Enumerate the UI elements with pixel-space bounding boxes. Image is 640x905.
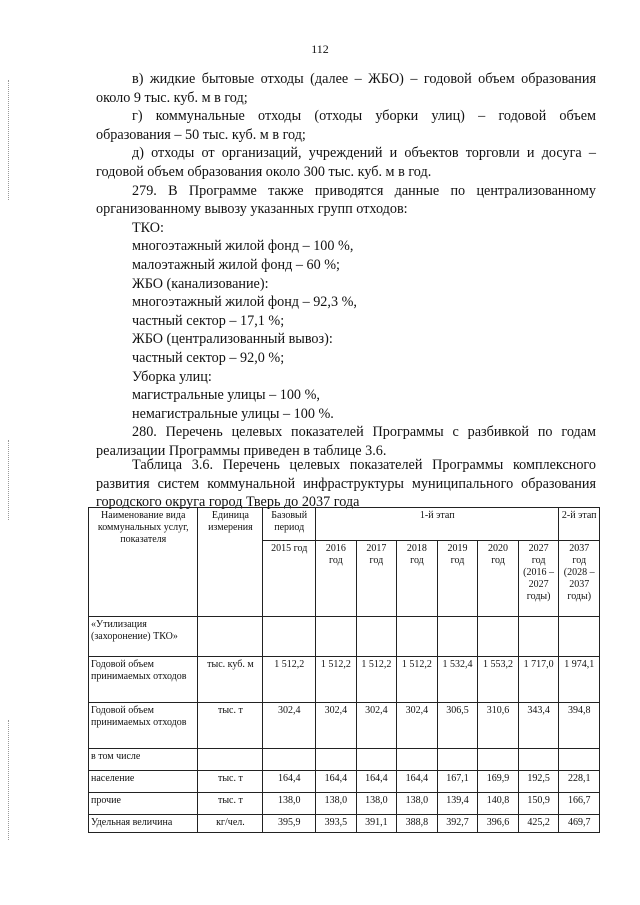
section-title: «Утилизация (захоронение) ТКО»	[89, 617, 198, 657]
value-cell: 343,4	[518, 703, 559, 749]
value-cell: 138,0	[356, 793, 397, 815]
value-cell: 1 512,2	[263, 657, 316, 703]
value-cell: 391,1	[356, 815, 397, 833]
value-cell: 393,5	[316, 815, 357, 833]
value-cell: 140,8	[478, 793, 519, 815]
table-row	[89, 657, 600, 703]
row-unit: тыс. т	[198, 771, 263, 793]
value-cell: 425,2	[518, 815, 559, 833]
value-cell: 138,0	[316, 793, 357, 815]
value-cell: 388,8	[397, 815, 438, 833]
value-cell: 302,4	[356, 703, 397, 749]
header-unit: Единица измерения	[198, 508, 263, 617]
targets-table	[88, 507, 600, 833]
table-row	[89, 749, 600, 771]
value-cell: 139,4	[437, 793, 478, 815]
value-cell: 164,4	[316, 771, 357, 793]
year-cell: 2015 год	[263, 541, 316, 617]
year-cell: 2027 год (2016 – 2027 годы)	[518, 541, 559, 617]
value-cell: 310,6	[478, 703, 519, 749]
paragraph-v: в) жидкие бытовые отходы (далее – ЖБО) – годовой объем образования около 9 тыс. куб. м в год;	[96, 71, 596, 106]
page-number: 112	[311, 42, 329, 56]
row-unit: тыс. куб. м	[198, 657, 263, 703]
value-cell: 166,7	[559, 793, 600, 815]
value-cell: 395,9	[263, 815, 316, 833]
list-item: немагистральные улицы – 100 %.	[132, 405, 334, 422]
list-item: магистральные улицы – 100 %,	[132, 387, 320, 404]
value-cell: 394,8	[559, 703, 600, 749]
paragraph-279: 279. В Программе также приводятся данные по централизованному организованному вывозу указанных групп отходов:	[96, 182, 596, 218]
list-item: малоэтажный жилой фонд – 60 %;	[132, 256, 340, 273]
value-cell: 164,4	[356, 771, 397, 793]
table-row	[89, 703, 600, 749]
value-cell: 1 512,2	[397, 657, 438, 703]
header-stage-2: 2-й этап	[559, 508, 600, 541]
row-name: Годовой объем принимаемых отходов	[89, 703, 198, 749]
body-text	[96, 70, 596, 460]
value-cell: 1 553,2	[478, 657, 519, 703]
value-cell: 138,0	[263, 793, 316, 815]
row-unit: тыс. т	[198, 793, 263, 815]
header-base: Базовый период	[263, 508, 316, 541]
list-item: частный сектор – 92,0 %;	[132, 349, 285, 366]
list-item: многоэтажный жилой фонд – 92,3 %,	[132, 294, 357, 311]
value-cell: 1 532,4	[437, 657, 478, 703]
year-cell: 2037 год (2028 – 2037 годы)	[559, 541, 600, 617]
table-row	[89, 771, 600, 793]
value-cell: 1 512,2	[356, 657, 397, 703]
value-cell: 192,5	[518, 771, 559, 793]
collection-list	[96, 219, 596, 424]
year-cell: 2019 год	[437, 541, 478, 617]
year-cell: 2018 год	[397, 541, 438, 617]
table-caption-text: Таблица 3.6. Перечень целевых показателей Программы комплексного развития систем коммунальной инфраструктуры муниципального образования городского округа город Тверь до 2037 года	[96, 457, 596, 511]
year-cell: 2017 год	[356, 541, 397, 617]
row-unit: кг/чел.	[198, 815, 263, 833]
row-unit: тыс. т	[198, 703, 263, 749]
header-name: Наименование вида коммунальных услуг, показателя	[89, 508, 198, 617]
row-name: население	[89, 771, 198, 793]
value-cell: 164,4	[397, 771, 438, 793]
value-cell: 164,4	[263, 771, 316, 793]
value-cell: 302,4	[263, 703, 316, 749]
row-name: в том числе	[89, 749, 198, 771]
row-name: прочие	[89, 793, 198, 815]
value-cell: 169,9	[478, 771, 519, 793]
table-caption	[96, 456, 596, 512]
value-cell: 302,4	[397, 703, 438, 749]
value-cell: 392,7	[437, 815, 478, 833]
paragraph-280: 280. Перечень целевых показателей Программы с разбивкой по годам реализации Программы приведен в таблице 3.6.	[96, 424, 596, 459]
list-item: многоэтажный жилой фонд – 100 %,	[132, 238, 354, 255]
row-name: Удельная величина	[89, 815, 198, 833]
year-cell: 2016 год	[316, 541, 357, 617]
value-cell: 150,9	[518, 793, 559, 815]
value-cell: 396,6	[478, 815, 519, 833]
list-item: ЖБО (канализование):	[132, 275, 269, 292]
list-item: ЖБО (централизованный вывоз):	[132, 331, 333, 348]
value-cell: 1 974,1	[559, 657, 600, 703]
paragraph-g: г) коммунальные отходы (отходы уборки улиц) – годовой объем образования – 50 тыс. куб. м в год;	[96, 108, 596, 143]
row-name: Годовой объем принимаемых отходов	[89, 657, 198, 703]
value-cell: 167,1	[437, 771, 478, 793]
value-cell: 1 512,2	[316, 657, 357, 703]
value-cell: 302,4	[316, 703, 357, 749]
table-row	[89, 793, 600, 815]
paragraph-d: д) отходы от организаций, учреждений и объектов торговли и досуга – годовой объем образования около 300 тыс. куб. м в год.	[96, 145, 596, 180]
list-item: ТКО:	[132, 219, 164, 236]
value-cell: 469,7	[559, 815, 600, 833]
value-cell: 228,1	[559, 771, 600, 793]
scan-margin-dots	[8, 440, 11, 520]
list-item: Уборка улиц:	[132, 368, 212, 385]
table-header-row	[89, 508, 600, 541]
header-stage-1: 1-й этап	[316, 508, 559, 541]
scan-margin-dots	[8, 720, 11, 840]
value-cell: 306,5	[437, 703, 478, 749]
year-cell: 2020 год	[478, 541, 519, 617]
table-row	[89, 815, 600, 833]
value-cell: 1 717,0	[518, 657, 559, 703]
table-row	[89, 617, 600, 657]
value-cell: 138,0	[397, 793, 438, 815]
list-item: частный сектор – 17,1 %;	[132, 312, 285, 329]
scan-margin-dots	[8, 80, 11, 200]
